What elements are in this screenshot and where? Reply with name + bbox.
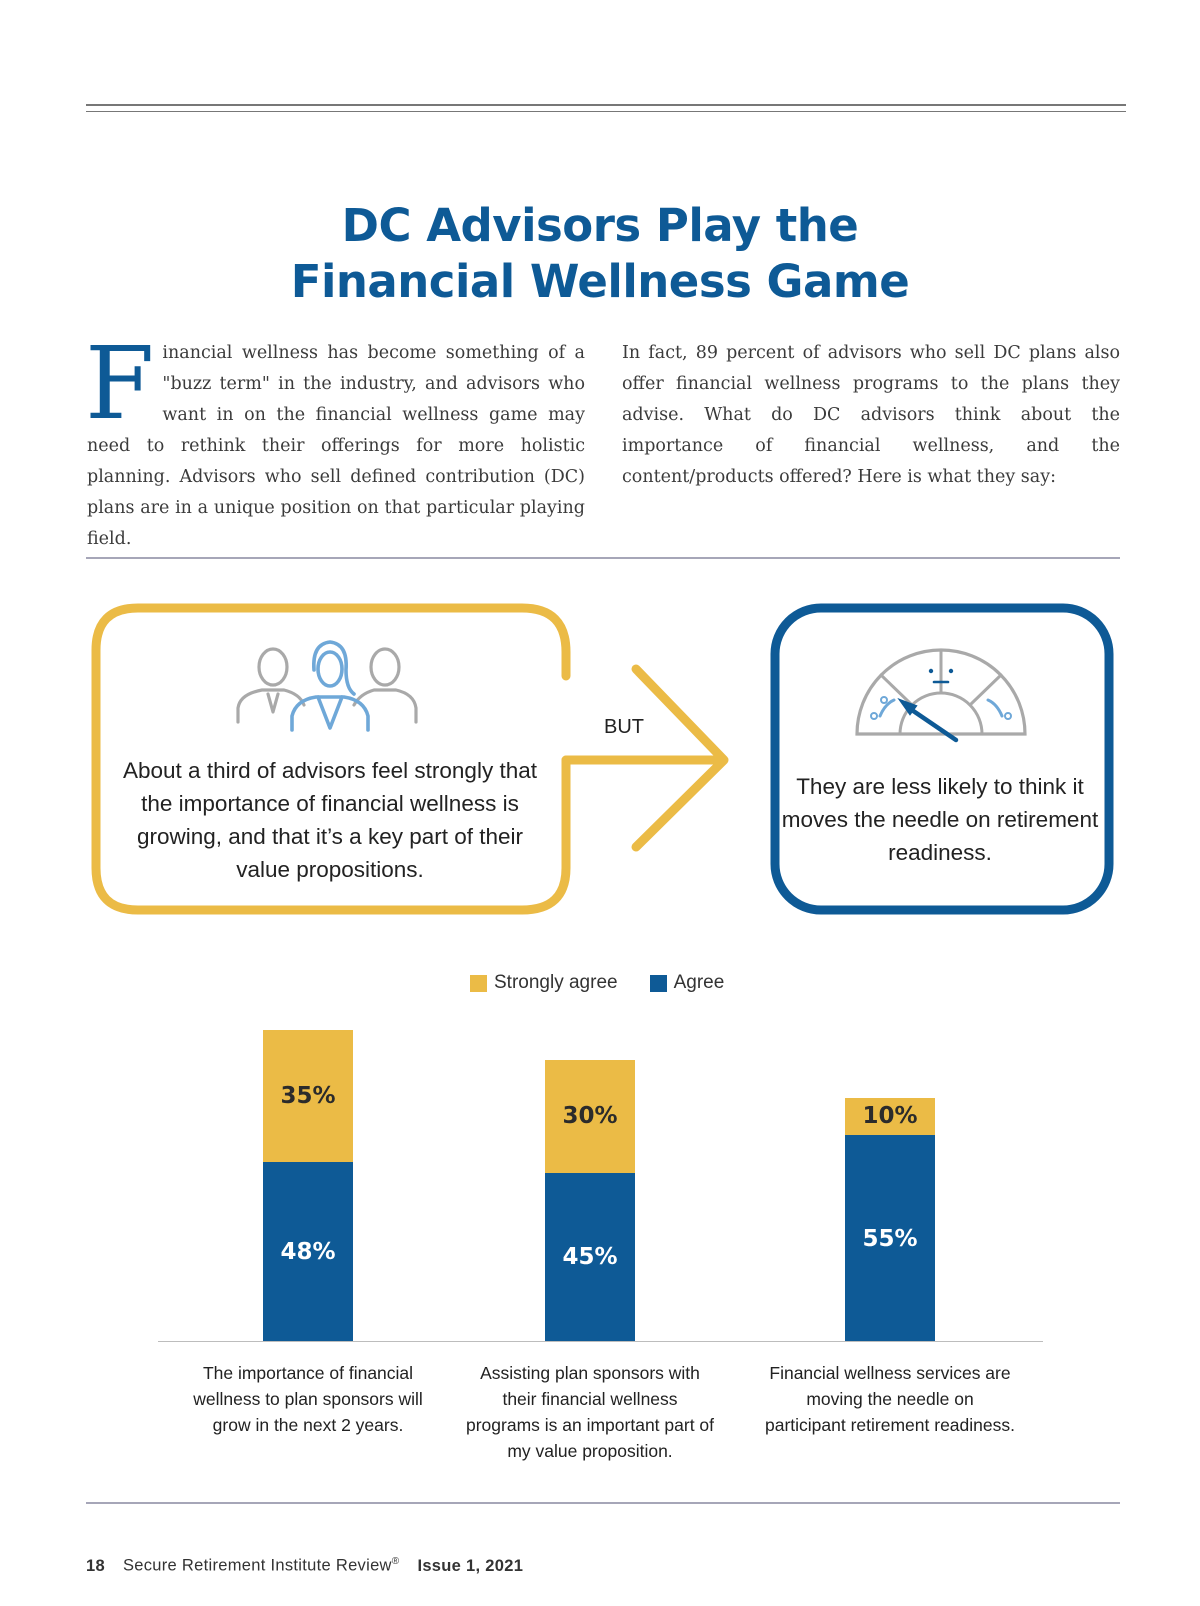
page-number: 18 bbox=[86, 1556, 105, 1575]
bar-agree-2: 45% bbox=[545, 1173, 635, 1342]
bottom-rule bbox=[86, 1502, 1120, 1504]
intro-left-text: inancial wellness has become something of a "buzz term" in the industry, and advisors who want in on the financial wellness game may need to rethink their offerings for more holistic planning. Advisors who sell defined contribution (DC) plans are in a unique position on that particular playing field. bbox=[87, 343, 585, 549]
legend-item-strongly-agree bbox=[470, 972, 618, 994]
category-label-3: Financial wellness services are moving the needle on participant retirement readiness. bbox=[765, 1363, 1015, 1435]
gauge-meter-icon bbox=[857, 650, 1025, 740]
title-line-1: DC Advisors Play the bbox=[341, 199, 859, 252]
issue-label: Issue 1, 2021 bbox=[417, 1556, 524, 1575]
legend-swatch-agree bbox=[650, 975, 667, 992]
bar-strongly-agree-2: 30% bbox=[545, 1060, 635, 1173]
registered-mark: ® bbox=[391, 1556, 400, 1567]
title-line-2: Financial Wellness Game bbox=[290, 255, 910, 308]
category-label-1: The importance of financial wellness to plan sponsors will grow in the next 2 years. bbox=[193, 1363, 423, 1435]
legend-label-agree: Agree bbox=[673, 972, 725, 993]
but-arrow bbox=[566, 669, 724, 847]
section-divider bbox=[86, 557, 1120, 559]
bar-strongly-agree-3: 10% bbox=[845, 1098, 935, 1136]
publication-name: Secure Retirement Institute Review bbox=[122, 1556, 392, 1575]
bar-agree-1: 48% bbox=[263, 1162, 353, 1342]
bar-agree-3: 55% bbox=[845, 1135, 935, 1342]
category-label-2: Assisting plan sponsors with their financial wellness programs is an important part of my value proposition. bbox=[465, 1363, 715, 1461]
chart-baseline bbox=[158, 1341, 1043, 1342]
legend-label-strongly-agree: Strongly agree bbox=[494, 972, 618, 993]
intro-left-column bbox=[85, 325, 585, 555]
chart-legend bbox=[470, 972, 724, 994]
drop-cap: F bbox=[85, 325, 155, 442]
left-callout-text: About a third of advisors feel strongly that the importance of financial wellness is growing, and that it’s a key part of their value propositions. bbox=[123, 758, 537, 882]
intro-right-column: In fact, 89 percent of advisors who sell DC plans also offer financial wellness programs to the plans they advise. What do DC advisors think about the importance of financial wellness, and the content/products offered? Here is what they say: bbox=[622, 343, 1120, 487]
legend-swatch-strongly-agree bbox=[470, 975, 487, 992]
top-rule bbox=[86, 104, 1126, 112]
but-label: BUT bbox=[604, 716, 644, 738]
people-group-icon bbox=[238, 642, 416, 730]
bar-strongly-agree-1: 35% bbox=[263, 1030, 353, 1162]
right-callout-text: They are less likely to think it moves the needle on retirement readiness. bbox=[781, 774, 1099, 865]
page-footer bbox=[86, 1556, 523, 1576]
page-title bbox=[0, 198, 1200, 310]
legend-item-agree bbox=[650, 972, 725, 994]
stacked-bar-chart bbox=[158, 1030, 1043, 1342]
